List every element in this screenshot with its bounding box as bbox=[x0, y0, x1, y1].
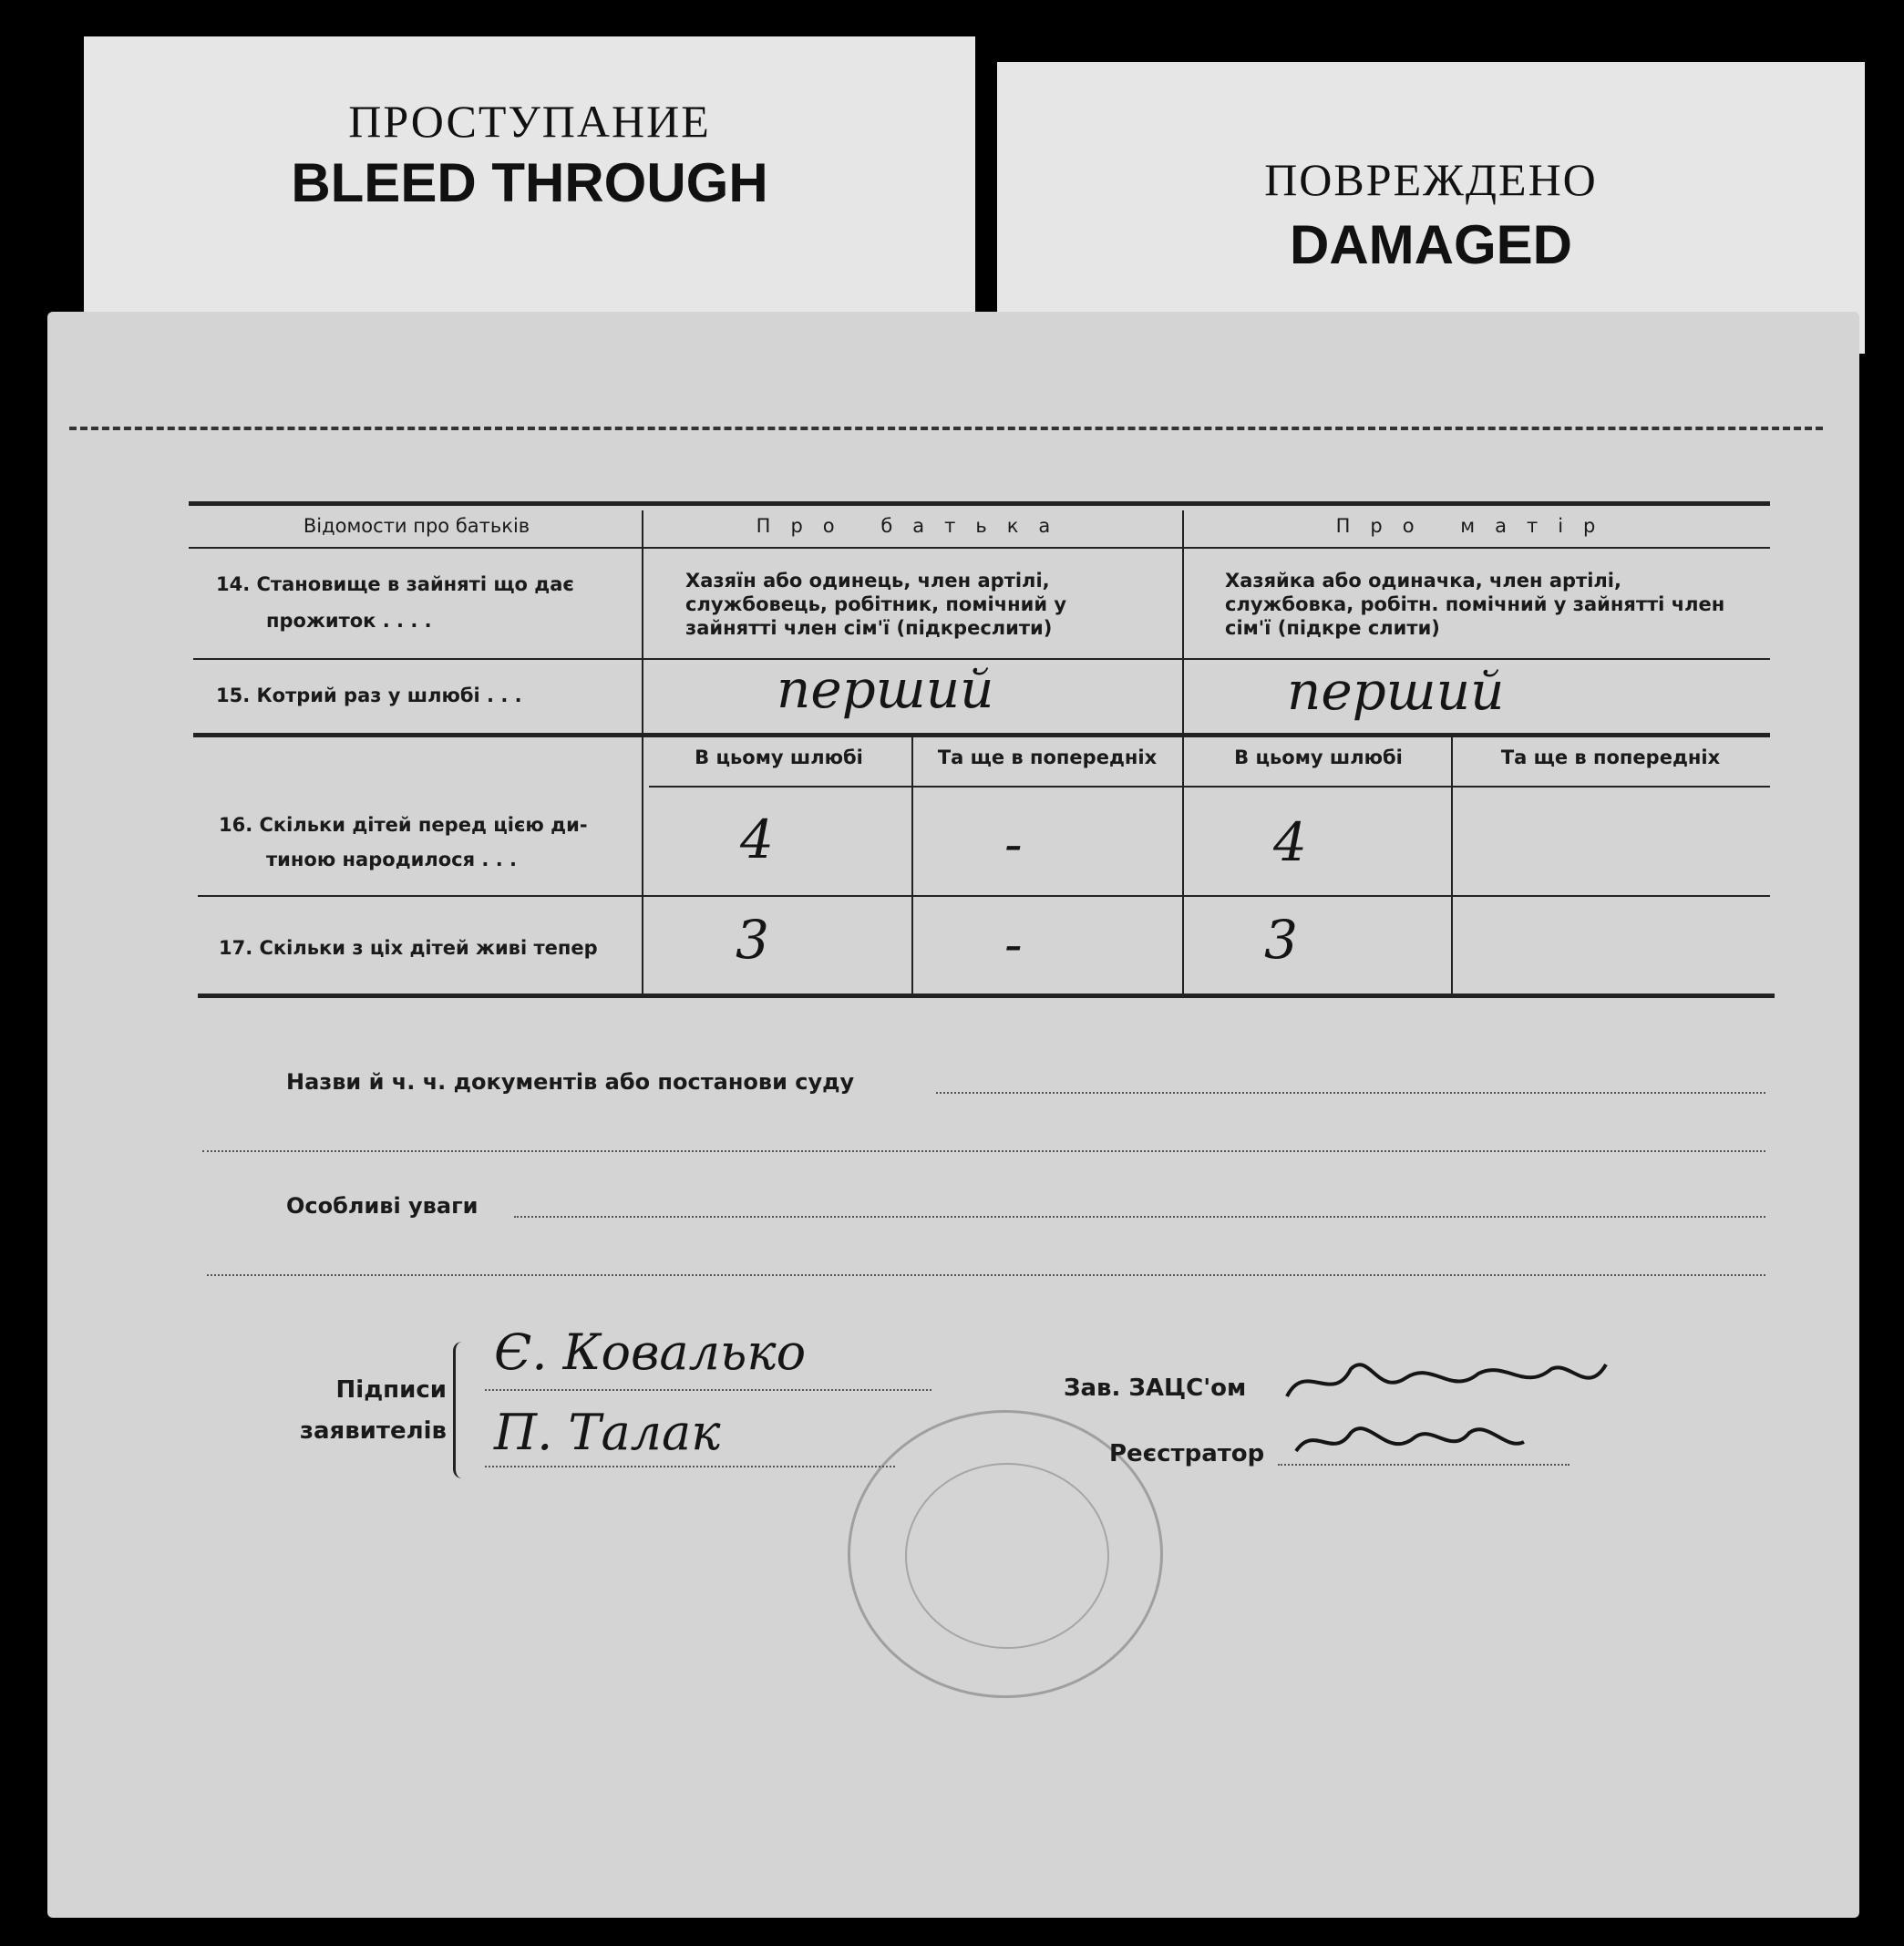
row15-father-value: перший bbox=[777, 658, 994, 720]
row15-mother-value: перший bbox=[1287, 660, 1505, 722]
row16-father-this: 4 bbox=[740, 808, 774, 870]
mother-this-marriage: В цьому шлюбі bbox=[1234, 746, 1403, 768]
notes-label: Особливі уваги bbox=[286, 1193, 479, 1219]
header-parents-info: Відомости про батьків bbox=[303, 515, 530, 537]
signature-brace bbox=[453, 1342, 472, 1478]
head-label: Зав. ЗАЦС'ом bbox=[1064, 1375, 1247, 1402]
registrar-label: Реєстратор bbox=[1109, 1440, 1265, 1467]
row17-father-prev: - bbox=[1004, 913, 1023, 975]
row16-label-1: 16. Скільки дітей перед цією ди- bbox=[219, 814, 588, 836]
row15-rule bbox=[193, 733, 1770, 737]
documents-line-1 bbox=[936, 1092, 1765, 1094]
father-this-marriage: В цьому шлюбі bbox=[695, 746, 863, 768]
damaged-en: DAMAGED bbox=[1290, 214, 1572, 275]
col-divider-1 bbox=[642, 510, 643, 998]
col-divider-mother bbox=[1451, 736, 1453, 998]
row14-label-1: 14. Становище в зайняті що дає bbox=[216, 573, 574, 595]
applicant-2-line bbox=[485, 1466, 895, 1467]
father-previous: Та ще в попередніх bbox=[937, 746, 1158, 768]
notes-line-1 bbox=[514, 1216, 1765, 1218]
table-bottom-rule bbox=[198, 994, 1775, 998]
applicant-1-line bbox=[485, 1389, 931, 1391]
row14-mother-options: Хазяйка або одиначка, член артілі, службовка, робітн. помічний у зайнятті член сім'ї (підкре слити) bbox=[1225, 570, 1725, 639]
applicant-1-signature: Є. Ковалько bbox=[494, 1323, 807, 1381]
bleed-through-en: BLEED THROUGH bbox=[291, 152, 768, 213]
row15-label: 15. Котрий раз у шлюбі . . . bbox=[216, 685, 522, 706]
row16-father-prev: - bbox=[1004, 813, 1023, 875]
documents-label: Назви й ч. ч. документів або постанови суду bbox=[286, 1069, 855, 1095]
notes-line-2 bbox=[207, 1274, 1765, 1276]
mother-previous: Та ще в попередніх bbox=[1500, 746, 1721, 768]
row16-label-2: тиною народилося . . . bbox=[266, 849, 517, 870]
documents-line-2 bbox=[202, 1150, 1765, 1152]
col-divider-father bbox=[911, 736, 913, 998]
stamp-inner-ring bbox=[905, 1463, 1109, 1649]
head-and-registrar-signatures bbox=[1278, 1342, 1624, 1478]
perforation-line bbox=[69, 427, 1823, 430]
header-rule bbox=[189, 547, 1770, 549]
table-top-rule bbox=[189, 501, 1770, 506]
document-sheet bbox=[47, 312, 1859, 1918]
row14-father-options: Хазяїн або одинець, член артілі, службовець, робітник, помічний у зайнятті член сім'ї (підкреслити) bbox=[685, 570, 1067, 639]
header-mother: Про матір bbox=[1335, 515, 1616, 537]
bleed-through-card bbox=[84, 36, 975, 337]
header-father: Про батька bbox=[756, 515, 1071, 537]
applicants-label-2: заявителів bbox=[299, 1417, 447, 1445]
damaged-ru: ПОВРЕЖДЕНО bbox=[1264, 154, 1598, 205]
bleed-through-ru: ПРОСТУПАНИЕ bbox=[348, 96, 711, 147]
applicant-2-signature: П. Талак bbox=[494, 1404, 721, 1461]
damaged-card bbox=[997, 62, 1865, 354]
row17-father-this: 3 bbox=[736, 909, 769, 971]
row17-mother-this: 3 bbox=[1264, 909, 1298, 971]
row14-label-2: прожиток . . . . bbox=[266, 610, 432, 632]
row17-label: 17. Скільки з ціх дітей живі тепер bbox=[219, 937, 598, 959]
row16-rule bbox=[198, 895, 1770, 897]
applicants-label-1: Підписи bbox=[335, 1376, 447, 1404]
subheader-rule bbox=[649, 786, 1770, 788]
col-divider-2 bbox=[1182, 510, 1184, 998]
row16-mother-this: 4 bbox=[1273, 811, 1307, 873]
